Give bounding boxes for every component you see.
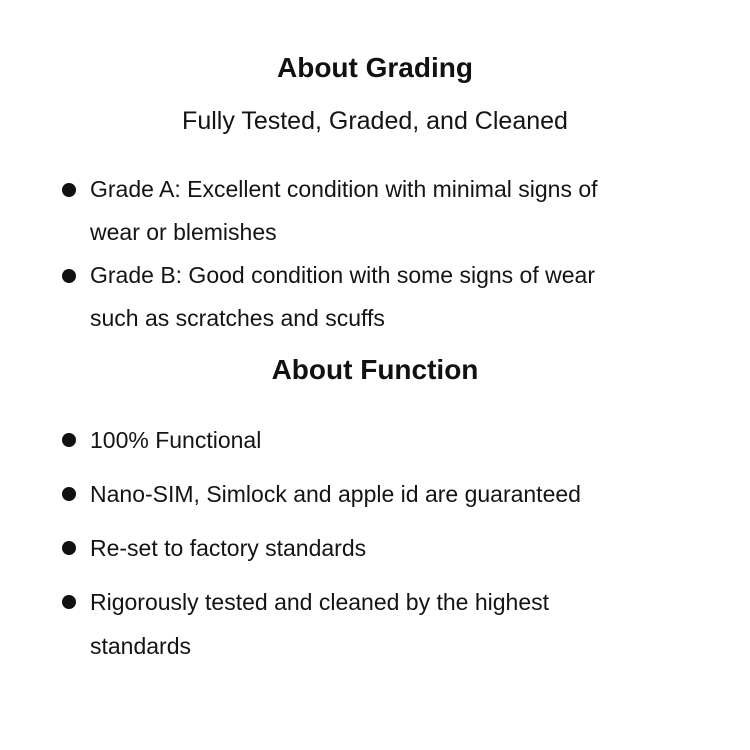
item-line: Grade B: Good condition with some signs of wear	[90, 262, 595, 288]
bullet-icon	[62, 487, 76, 501]
list-item-factory-reset	[62, 526, 750, 570]
item-line: 100% Functional	[90, 427, 262, 453]
item-line: standards	[90, 633, 192, 659]
item-line: Rigorously tested and cleaned by the highest	[90, 589, 550, 615]
list-item-tested-cleaned	[62, 580, 750, 668]
grading-subtitle: Fully Tested, Graded, and Cleaned	[182, 107, 568, 135]
item-line: Grade A: Excellent condition with minimal signs of	[90, 176, 598, 202]
item-line: wear or blemishes	[90, 219, 277, 245]
function-list	[62, 418, 750, 668]
list-item-text	[90, 472, 581, 516]
list-item-functional	[62, 418, 750, 462]
list-item-sim-guarantee	[62, 472, 750, 516]
list-item-text	[90, 168, 598, 254]
grading-section-title: About Grading	[277, 52, 473, 83]
list-item-grade-b	[62, 254, 750, 340]
bullet-icon	[62, 433, 76, 447]
item-line: Nano-SIM, Simlock and apple id are guaranteed	[90, 481, 581, 507]
list-item-text	[90, 526, 366, 570]
bullet-icon	[62, 595, 76, 609]
bullet-icon	[62, 541, 76, 555]
list-item-text	[90, 254, 595, 340]
grading-list	[62, 168, 750, 340]
list-item-text	[90, 418, 261, 462]
list-item-grade-a	[62, 168, 750, 254]
item-line: Re-set to factory standards	[90, 535, 367, 561]
bullet-icon	[62, 269, 76, 283]
bullet-icon	[62, 183, 76, 197]
list-item-text	[90, 580, 549, 668]
function-section-title: About Function	[271, 354, 479, 385]
item-line: such as scratches and scuffs	[90, 305, 385, 331]
